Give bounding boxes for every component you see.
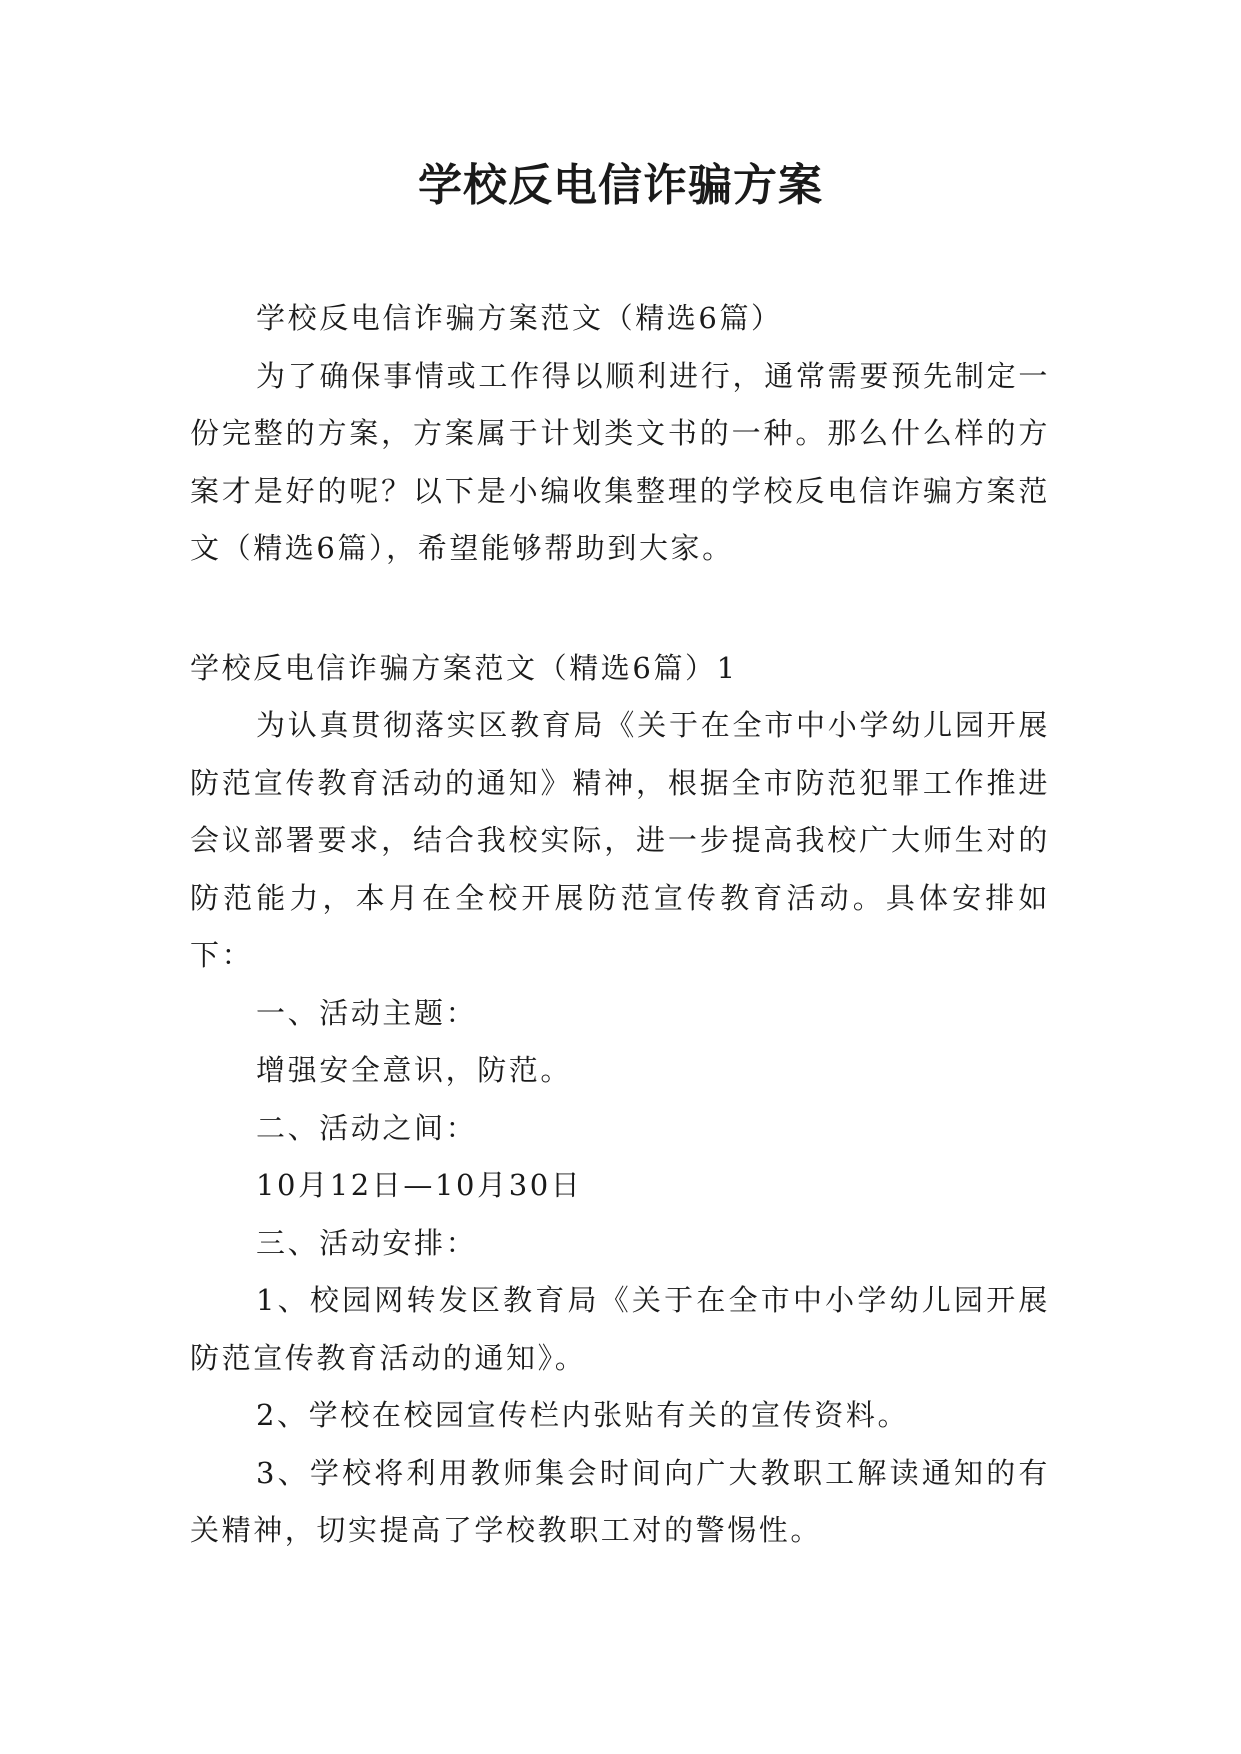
document-body — [190, 290, 1050, 1560]
list-item-1: 1、校园网转发区教育局《关于在全市中小学幼儿园开展防范宣传教育活动的通知》。 — [190, 1283, 1050, 1375]
heading-activity-plan: 三、活动安排： — [256, 1225, 478, 1260]
paragraph-activity-theme: 增强安全意识，防范。 — [256, 1053, 573, 1087]
paragraph-background: 为认真贯彻落实区教育局《关于在全市中小学幼儿园开展防范宣传教育活动的通知》精神，根据全市防范犯罪工作推进会议部署要求，结合我校实际，进一步提高我校广大师生对的防范能力，本月在全校开展防范宣传教育活动。具体安排如下： — [190, 708, 1050, 972]
paragraph-activity-time: 10月12日—10月30日 — [256, 1168, 583, 1202]
heading-activity-theme: 一、活动主题： — [256, 995, 478, 1030]
section-heading: 学校反电信诈骗方案范文（精选6篇）1 — [190, 650, 738, 685]
paragraph-intro: 为了确保事情或工作得以顺利进行，通常需要预先制定一份完整的方案，方案属于计划类文书的一种。那么什么样的方案才是好的呢？以下是小编收集整理的学校反电信诈骗方案范文（精选6篇），希望能够帮助到大家。 — [190, 358, 1050, 565]
list-item-3: 3、学校将利用教师集会时间向广大教职工解读通知的有关精神，切实提高了学校教职工对的警惕性。 — [190, 1455, 1050, 1547]
paragraph-subtitle: 学校反电信诈骗方案范文（精选6篇） — [256, 301, 783, 335]
heading-activity-time: 二、活动之间： — [256, 1110, 478, 1145]
list-item-2: 2、学校在校园宣传栏内张贴有关的宣传资料。 — [256, 1398, 910, 1432]
document-title: 学校反电信诈骗方案 — [418, 160, 823, 211]
